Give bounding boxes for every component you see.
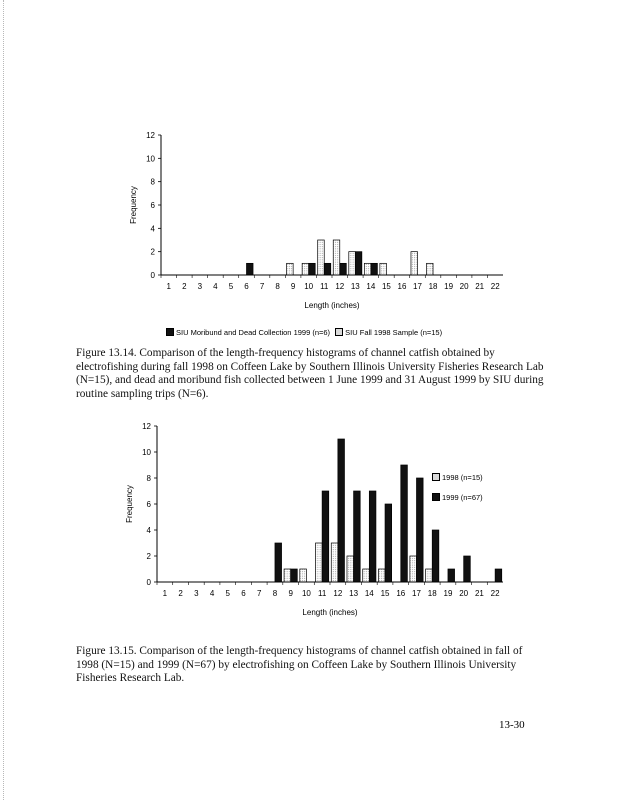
bar-dark [432, 530, 439, 582]
bar-light [426, 569, 433, 582]
bar-dark [448, 569, 455, 582]
x-tick-label: 18 [428, 282, 438, 291]
bar-dark [401, 465, 408, 582]
x-tick-label: 10 [304, 282, 314, 291]
bar-light [378, 569, 385, 582]
x-tick-label: 20 [459, 282, 469, 291]
x-tick-label: 3 [197, 282, 203, 291]
bar-light [316, 543, 323, 582]
x-tick-label: 16 [396, 589, 406, 598]
legend-label-1998: 1998 (n=15) [442, 473, 483, 482]
y-tick-label: 8 [146, 474, 151, 483]
x-tick-label: 7 [257, 589, 262, 598]
x-tick-label: 8 [275, 282, 280, 291]
bar-dark [291, 569, 298, 582]
bar-light [302, 263, 309, 275]
bar-dark [338, 439, 345, 582]
bar-dark [322, 491, 329, 582]
x-tick-label: 12 [335, 282, 345, 291]
legend-swatch-fall-1998 [335, 328, 343, 336]
legend-label-1999: 1999 (n=67) [442, 493, 483, 502]
x-tick-label: 17 [413, 282, 422, 291]
y-tick-label: 2 [146, 552, 151, 561]
bar-light [347, 556, 354, 582]
page-number: 13-30 [499, 719, 525, 731]
x-tick-label: 6 [244, 282, 249, 291]
x-tick-label: 1 [162, 589, 168, 598]
x-tick-label: 2 [178, 589, 183, 598]
bar-light [364, 263, 371, 275]
chart2-legend [432, 468, 483, 508]
bar-light [284, 569, 291, 582]
legend-swatch-moribund-dead [166, 328, 174, 336]
x-tick-label: 21 [474, 589, 484, 598]
y-tick-label: 10 [142, 448, 151, 457]
legend-swatch-1998 [432, 473, 440, 481]
chart1-legend [166, 328, 442, 337]
x-tick-label: 18 [427, 589, 437, 598]
x-tick-label: 11 [320, 282, 329, 291]
x-tick-label: 7 [259, 282, 265, 291]
bar-light [380, 263, 387, 275]
bar-dark [369, 491, 376, 582]
x-tick-label: 16 [397, 282, 407, 291]
y-tick-label: 12 [142, 422, 151, 431]
legend-label-moribund-dead: SIU Moribund and Dead Collection 1999 (n=6) [176, 328, 331, 337]
bar-light [427, 263, 434, 275]
x-tick-label: 15 [380, 589, 390, 598]
x-tick-label: 20 [459, 589, 469, 598]
y-tick-label: 6 [150, 201, 155, 210]
bar-dark [417, 478, 424, 582]
y-tick-label: 8 [150, 177, 155, 187]
x-tick-label: 2 [182, 282, 187, 291]
bar-light [349, 252, 356, 275]
y-tick-label: 2 [150, 247, 155, 257]
x-tick-label: 1 [166, 282, 171, 291]
bar-dark [309, 263, 316, 275]
y-tick-label: 12 [146, 131, 155, 140]
x-tick-label: 3 [194, 589, 199, 598]
x-axis-label: Length (inches) [302, 608, 358, 617]
x-tick-label: 11 [317, 589, 327, 598]
bar-dark [464, 556, 471, 582]
x-tick-label: 9 [290, 282, 296, 291]
bar-dark [340, 263, 347, 275]
bar-dark [247, 263, 254, 275]
x-tick-label: 5 [228, 282, 234, 291]
x-tick-label: 10 [301, 589, 311, 598]
bar-dark [385, 504, 392, 582]
x-tick-label: 5 [225, 589, 230, 598]
bar-dark [495, 569, 502, 582]
x-tick-label: 14 [366, 282, 376, 291]
bar-dark [355, 252, 362, 275]
x-tick-label: 4 [209, 589, 215, 598]
bar-light [363, 569, 370, 582]
bar-light [331, 543, 338, 582]
bar-dark [354, 491, 361, 582]
y-tick-label: 0 [146, 578, 151, 587]
x-tick-label: 22 [490, 282, 500, 291]
x-tick-label: 9 [288, 589, 293, 598]
y-tick-label: 4 [150, 224, 155, 234]
figure-13-15-caption: Figure 13.15. Comparison of the length-frequency histograms of channel catfish obtained in fall of 1998 (N=15) and 1999 (N=67) by electrofishing on Coffeen Lake by Southern Illinois University Fisheries Research Lab. [76, 645, 523, 685]
legend-swatch-1999 [432, 493, 440, 501]
chart-figure-13-14 [0, 118, 618, 328]
y-axis-label: Frequency [125, 485, 134, 523]
x-axis-label: Length (inches) [304, 301, 360, 310]
y-axis-label: Frequency [129, 186, 138, 224]
bar-light [411, 252, 418, 275]
y-tick-label: 0 [150, 271, 155, 280]
y-tick-label: 10 [146, 154, 155, 164]
bar-light [318, 240, 325, 275]
y-tick-label: 6 [146, 500, 151, 509]
bar-dark [275, 543, 282, 582]
figure-13-14-caption: Figure 13.14. Comparison of the length-frequency histograms of channel catfish obtained by electrofishing during fall 1998 on Coffeen Lake by Southern Illinois University Fisheries Research Lab (N=15), and dead and moribund fish collected between 1 June 1999 and 31 August 1999 by SIU during routine sampling trips (N=6). [76, 347, 544, 400]
x-tick-label: 12 [333, 589, 343, 598]
x-tick-label: 8 [272, 589, 278, 598]
x-tick-label: 13 [349, 589, 359, 598]
x-tick-label: 13 [350, 282, 360, 291]
chart-figure-13-15 [0, 410, 618, 630]
bar-dark [324, 263, 331, 275]
x-tick-label: 22 [490, 589, 500, 598]
bar-light [333, 240, 340, 275]
x-tick-label: 6 [241, 589, 246, 598]
legend-label-fall-1998: SIU Fall 1998 Sample (n=15) [345, 328, 443, 337]
bar-light [410, 556, 417, 582]
bar-light [300, 569, 307, 582]
y-tick-label: 4 [146, 526, 151, 535]
bar-light [287, 263, 294, 275]
x-tick-label: 21 [475, 282, 485, 291]
x-tick-label: 19 [444, 282, 454, 291]
x-tick-label: 19 [443, 589, 453, 598]
x-tick-label: 4 [213, 282, 218, 291]
x-tick-label: 14 [364, 589, 374, 598]
x-tick-label: 17 [412, 589, 421, 598]
bar-dark [371, 263, 378, 275]
x-tick-label: 15 [381, 282, 391, 291]
